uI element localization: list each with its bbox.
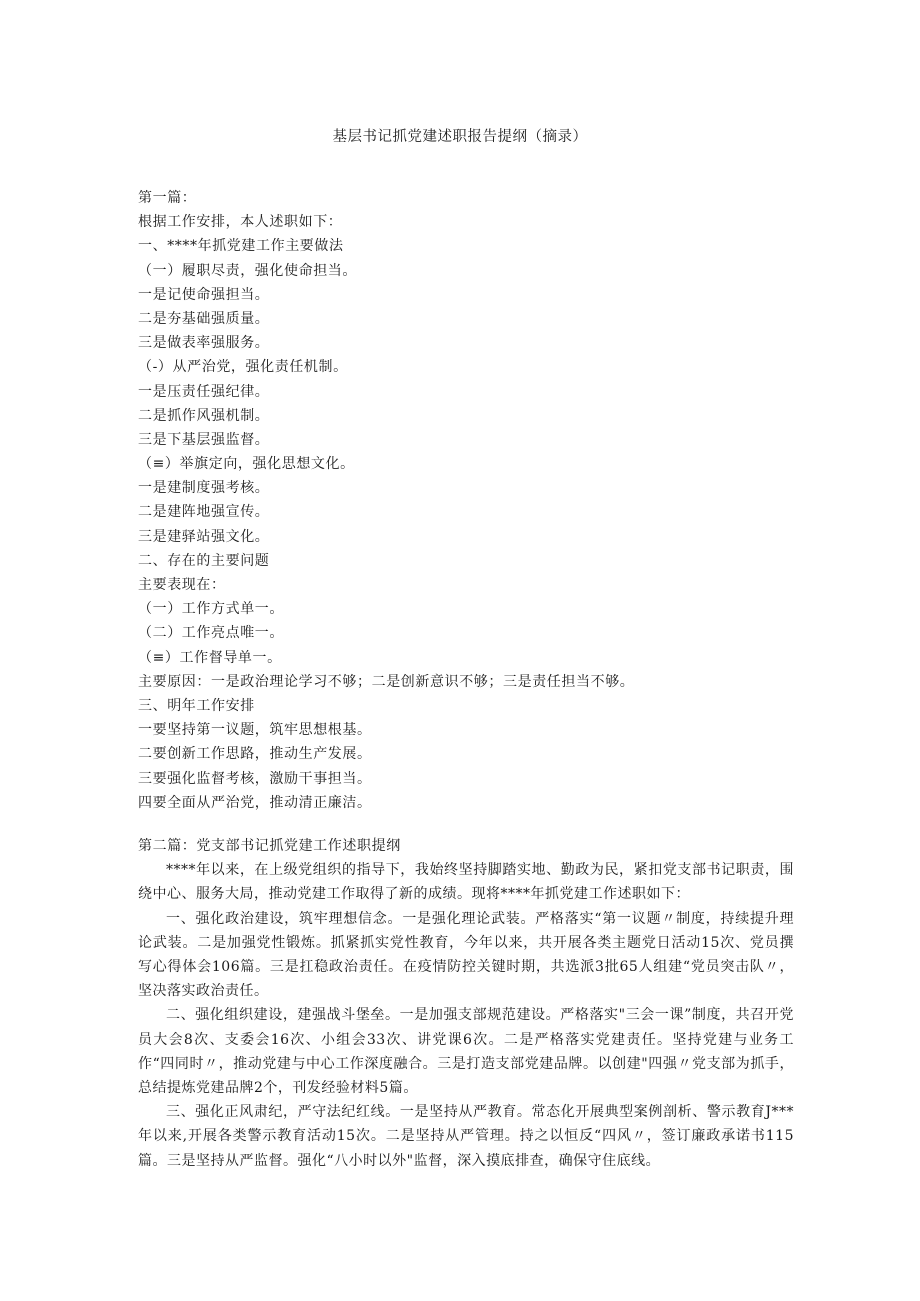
part1-line: 一、****年抓党建工作主要做法 xyxy=(138,238,344,255)
part1-line: 三是做表率强服务。 xyxy=(138,335,270,352)
part1-line: 三是建驿站强文化。 xyxy=(138,528,270,545)
part1-line: 一是建制度强考核。 xyxy=(138,480,270,497)
part1-line: 三、明年工作安排 xyxy=(138,697,255,714)
paragraph: ****年以来，在上级党组织的指导下，我始终坚持脚踏实地、勤政为民，紧扣党支部书记职责，围绕中心、服务大局，推动党建工作取得了新的成绩。现将****年抓党建工作述职如下： xyxy=(138,862,794,903)
part1-line: 一是压责任强纪律。 xyxy=(138,383,270,400)
part2-section xyxy=(138,834,794,1173)
part1-line: 一是记使命强担当。 xyxy=(138,286,270,303)
part1-line: 主要原因：一是政治理论学习不够；二是创新意识不够；三是责任担当不够。 xyxy=(138,673,635,690)
paragraph: 三、强化正风肃纪，严守法纪红线。一是坚持从严教育。常态化开展典型案例剖析、警示教育J***年以来,开展各类警示教育活动15次。二是坚持从严管理。持之以恒反“四风〃，签订廉政承诺书115篇。三是坚持从严监督。强化“八小时以外"监督，深入摸底排查，确保守住底线。 xyxy=(138,1104,794,1169)
part1-line: （≡）举旗定向，强化思想文化。 xyxy=(138,456,355,473)
part1-line: （一）工作方式单一。 xyxy=(138,601,284,618)
part1-line: 四要全面从严治党，推动清正廉洁。 xyxy=(138,794,372,811)
part1-line: 三要强化监督考核，激励干事担当。 xyxy=(138,770,372,787)
part1-line: 二、存在的主要问题 xyxy=(138,552,270,569)
part1-line: 主要表现在： xyxy=(138,577,226,593)
part1-line: （-）从严治党，强化责任机制。 xyxy=(138,359,348,376)
part1-line: 二要创新工作思路，推动生产发展。 xyxy=(138,746,372,763)
part1-line: （一）履职尽责，强化使命担当。 xyxy=(138,262,357,279)
part1-section xyxy=(138,186,798,815)
document-title: 基层书记抓党建述职报告提纲（摘录） xyxy=(332,129,588,145)
part1-line: 二是建阵地强宣传。 xyxy=(138,504,270,521)
part1-line: 一要坚持第一议题，筑牢思想根基。 xyxy=(138,722,372,739)
part1-line: 根据工作安排，本人述职如下： xyxy=(138,214,343,231)
part1-line: 二是抓作风强机制。 xyxy=(138,407,270,424)
paragraph: 二、强化组织建设，建强战斗堡垒。一是加强支部规范建设。严格落实"三会一课”制度，共召开党员大会8次、支委会16次、小组会33次、讲党课6次。二是严格落实党建责任。坚持党建与业务工作“四同时〃，推动党建与中心工作深度融合。三是打造支部党建品牌。以创建"四强〃党支部为抓手，总结提炼党建品牌2个，刊发经验材料5篇。 xyxy=(138,1007,794,1097)
part1-line: （二）工作亮点唯一。 xyxy=(138,625,284,642)
part1-line: 三是下基层强监督。 xyxy=(138,431,270,448)
paragraph: 一、强化政治建设，筑牢理想信念。一是强化理论武装。严格落实“第一议题〃制度，持续提升理论武装。二是加强党性锻炼。抓紧抓实党性教育，今年以来，共开展各类主题党日活动15次、党员撰写心得体会106篇。三是扛稳政治责任。在疫情防控关键时期，共选派3批65人组建“党员突击队〃，坚决落实政治责任。 xyxy=(138,910,794,1000)
part1-line: 第一篇： xyxy=(138,190,197,206)
part1-line: （≡）工作督导单一。 xyxy=(138,649,282,666)
part2-heading: 第二篇：党支部书记抓党建工作述职提纲 xyxy=(138,838,401,854)
part1-line: 二是夯基础强质量。 xyxy=(138,310,270,327)
